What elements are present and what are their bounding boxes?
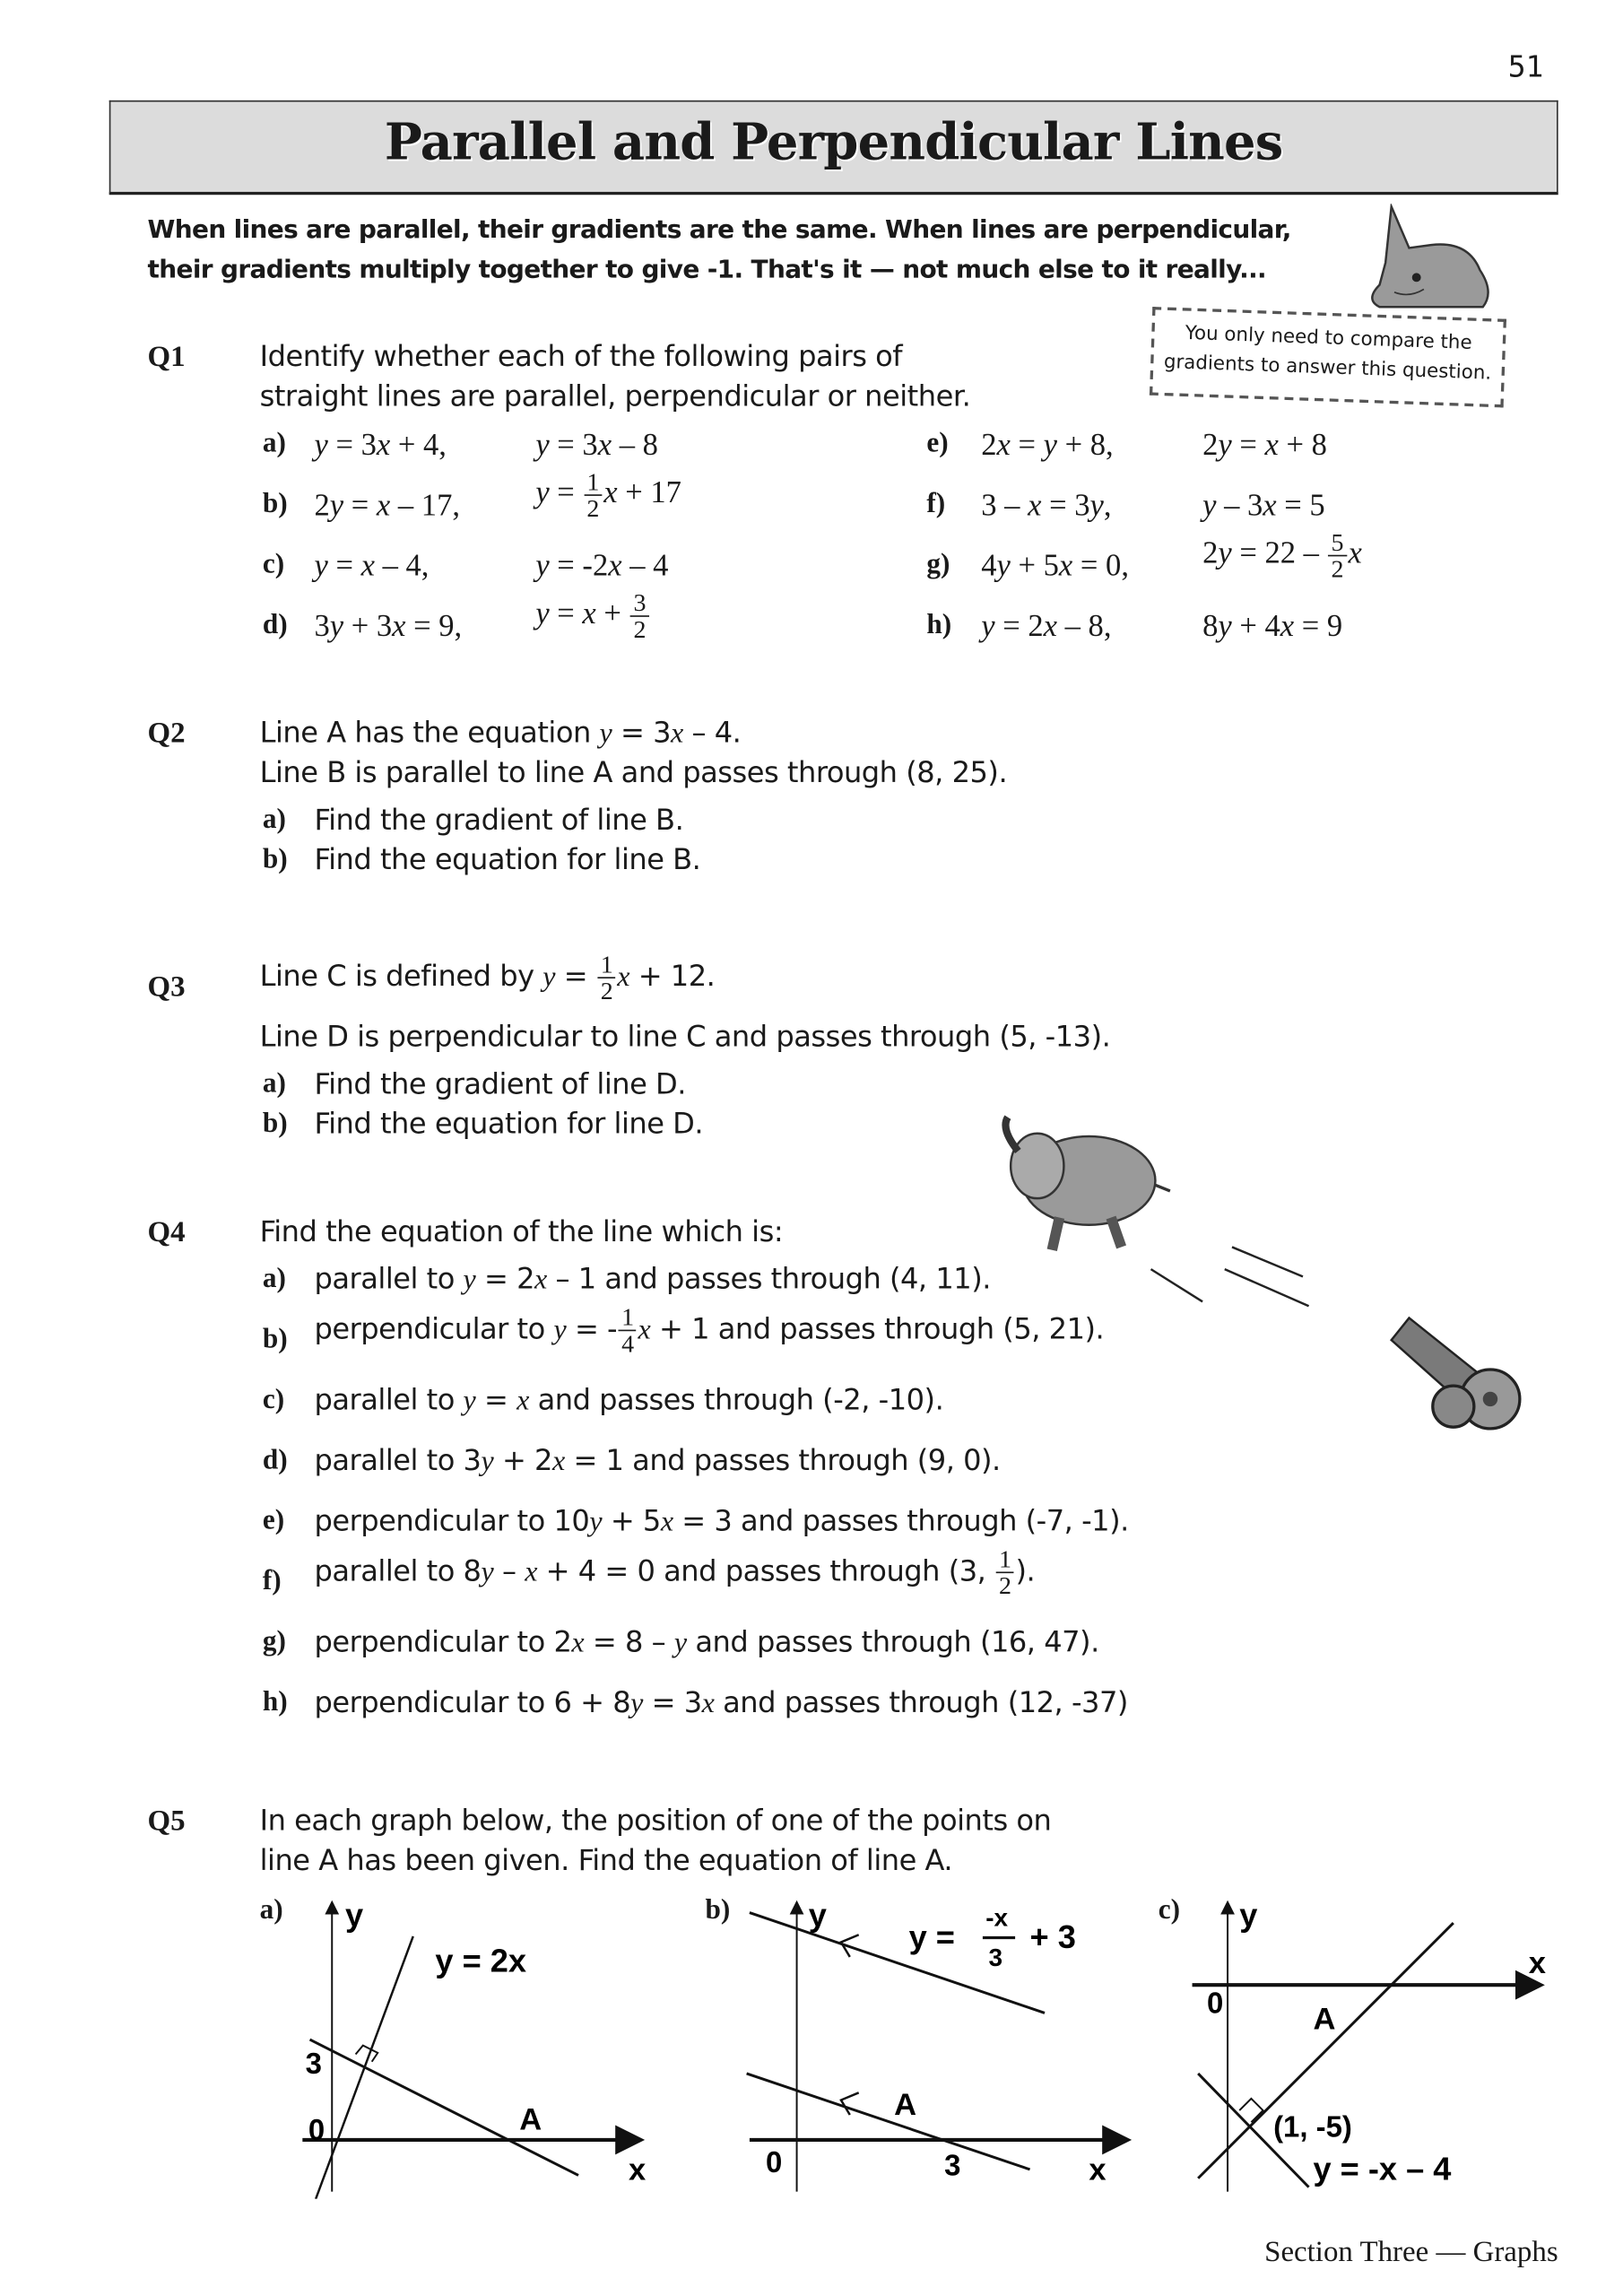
intro-line-1: When lines are parallel, their gradients are the same. When lines are perpendicular, (147, 215, 1291, 246)
y-axis-label: y (345, 1896, 364, 1934)
item-label: g) (262, 1626, 286, 1657)
equation: y = -2x – 4 (535, 547, 669, 583)
item-label: b) (262, 1108, 288, 1140)
item-text: perpendicular to 2x = 8 – y and passes through (16, 47). (314, 1624, 1099, 1659)
question-number: Q5 (147, 1805, 186, 1838)
equation-numerator: -x (985, 1903, 1009, 1932)
item-label: h) (262, 1686, 288, 1718)
page-number: 51 (1507, 48, 1544, 84)
equation-prefix: y = (908, 1918, 955, 1956)
equation: y = 3x – 8 (535, 426, 658, 463)
line-a-label: A (519, 2102, 542, 2137)
item-label: d) (262, 609, 288, 641)
cannon-illustration-icon (1380, 1310, 1528, 1443)
equation: 2y = x + 8 (1202, 426, 1327, 463)
item-label: c) (262, 549, 285, 580)
section-footer: Section Three — Graphs (1264, 2235, 1558, 2269)
item-label: b) (262, 1324, 288, 1355)
item-text: parallel to y = 2x – 1 and passes through (4, 11). (314, 1261, 991, 1296)
line-a (747, 2074, 1030, 2170)
tip-line-1: You only need to compare the (1185, 322, 1473, 355)
q5-text-line-2: line A has been given. Find the equation of line A. (259, 1843, 953, 1878)
item-label: g) (926, 549, 950, 580)
item-text: parallel to 8y – x + 4 = 0 and passes through (3, $\frac{1}{2}$ ). (314, 1544, 1036, 1600)
y-axis-label: y (1239, 1896, 1258, 1934)
equation: 2y = x – 17, (314, 487, 460, 523)
item-label: a) (262, 1068, 286, 1100)
x-axis-label: x (628, 2152, 647, 2187)
item-label: c) (262, 1384, 285, 1416)
y-axis-label: y (808, 1896, 827, 1934)
graph-label: b) (705, 1894, 731, 1926)
equation: 8y + 4x = 9 (1202, 607, 1343, 644)
x-axis-label: x (1089, 2152, 1107, 2187)
q4-intro: Find the equation of the line which is: (259, 1214, 784, 1249)
line-a-label: A (1313, 2002, 1336, 2037)
item-label: e) (926, 428, 949, 459)
line-equation: y = -x – 4 (1313, 2150, 1452, 2187)
item-text: perpendicular to y = - $\frac{1}{4}$ x + 1 and passes through (5, 21). (314, 1302, 1105, 1358)
tip-line-2: gradients to answer this question. (1163, 351, 1492, 386)
item-text: parallel to 3y + 2x = 1 and passes through (9, 0). (314, 1443, 1001, 1478)
item-text: Find the equation for line B. (314, 842, 701, 877)
question-number: Q4 (147, 1215, 186, 1249)
item-label: b) (262, 488, 288, 520)
q1-text-line-2: straight lines are parallel, perpendicular or neither. (259, 378, 971, 413)
equation-denominator: 3 (988, 1943, 1003, 1971)
q1-text-line-1: Identify whether each of the following pairs of (259, 339, 903, 374)
question-number: Q3 (147, 970, 186, 1004)
tip-box (1150, 307, 1506, 407)
point-label: (1, -5) (1273, 2109, 1352, 2144)
x-intercept-label: 3 (944, 2148, 961, 2182)
rhino-illustration-icon (1350, 204, 1498, 314)
q3-text-line-2: Line D is perpendicular to line C and passes through (5, -13). (259, 1020, 1111, 1054)
equation: 3y + 3x = 9, (314, 607, 463, 644)
equation: 4y + 5x = 0, (981, 547, 1129, 583)
equation: y = 3x + 4, (314, 426, 447, 463)
item-text: Find the gradient of line D. (314, 1066, 686, 1101)
graph-a (288, 1889, 672, 2199)
q2-text-line-2: Line B is parallel to line A and passes through (8, 25). (259, 755, 1008, 790)
q3-text-line-1: Line C is defined by y = $\frac{1}{2}$ x + 12. (259, 950, 716, 1005)
equation: 2y = 22 – $\frac{5}{2}$ x (1202, 528, 1362, 583)
graph-b (738, 1889, 1151, 2199)
x-axis-label: x (1528, 1946, 1546, 1981)
item-text: Find the equation for line D. (314, 1107, 704, 1141)
item-label: f) (262, 1565, 282, 1597)
item-label: b) (262, 844, 288, 875)
item-text: perpendicular to 6 + 8y = 3x and passes through (12, -37) (314, 1685, 1128, 1720)
q5-text-line-1: In each graph below, the position of one of the points on (259, 1803, 1052, 1838)
item-label: d) (262, 1444, 288, 1476)
equation: y = 2x – 8, (981, 607, 1112, 644)
origin-label: 0 (1207, 1986, 1224, 2020)
item-text: perpendicular to 10y + 5x = 3 and passes through (-7, -1). (314, 1503, 1129, 1538)
equation: y = $\frac{1}{2}$ x + 17 (535, 467, 681, 523)
line-equation: y = 2x (435, 1942, 527, 1979)
title-banner (109, 100, 1558, 195)
page-title: Parallel and Perpendicular Lines (384, 113, 1283, 173)
item-label: a) (262, 804, 286, 836)
origin-label: 0 (766, 2145, 783, 2179)
equation: 2x = y + 8, (981, 426, 1114, 463)
question-number: Q2 (147, 717, 186, 750)
item-label: a) (262, 1263, 286, 1295)
item-label: h) (926, 609, 952, 641)
item-text: parallel to y = x and passes through (-2, -10). (314, 1382, 944, 1417)
equation: 3 – x = 3y, (981, 487, 1112, 523)
graph-label: c) (1158, 1894, 1181, 1926)
motion-lines-icon (1143, 1239, 1320, 1313)
equation: y = x + $\frac{3}{2}$ (535, 590, 650, 642)
origin-label: 0 (308, 2112, 325, 2146)
item-label: e) (262, 1505, 285, 1536)
q2-text-line-1: Line A has the equation y = 3x – 4. (259, 716, 742, 750)
equation: y = x – 4, (314, 547, 430, 583)
item-text: Find the gradient of line B. (314, 803, 684, 837)
graph-c (1180, 1889, 1564, 2199)
equation-suffix: + 3 (1029, 1918, 1076, 1956)
equation: y – 3x = 5 (1202, 487, 1325, 523)
line-a-label: A (894, 2088, 917, 2123)
question-number: Q1 (147, 341, 186, 374)
graph-label: a) (259, 1894, 283, 1926)
intro-line-2: their gradients multiply together to give -1. That's it — not much else to it really... (147, 255, 1267, 285)
item-label: f) (926, 488, 946, 520)
item-label: a) (262, 428, 286, 459)
y-intercept-label: 3 (305, 2046, 322, 2080)
